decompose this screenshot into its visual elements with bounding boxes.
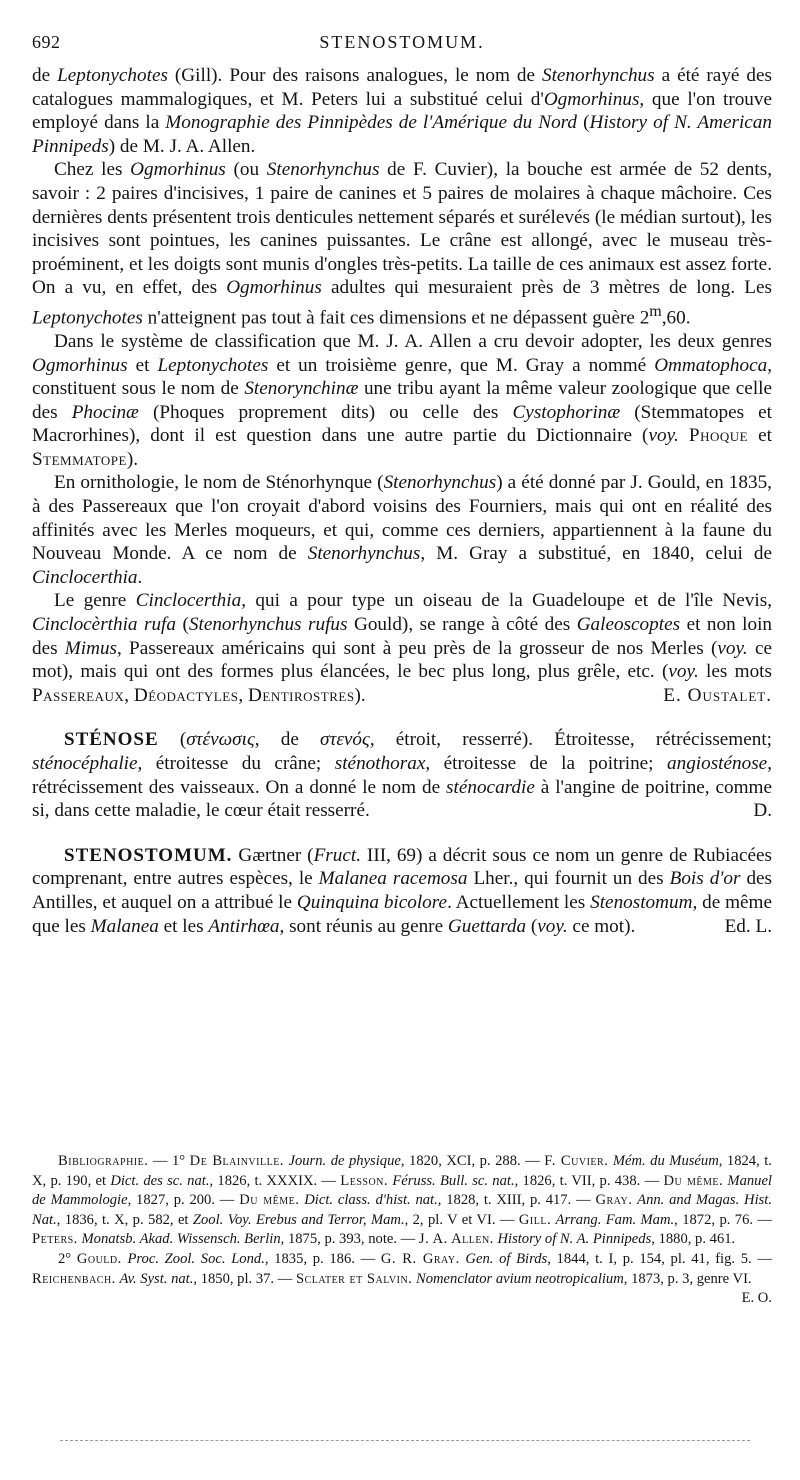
text: n'atteignent pas tout à fait ces dimensions et ne dépassent guère 2 xyxy=(142,307,650,329)
greek-etymon: στενός xyxy=(320,729,370,751)
text: , constituent sous le nom de xyxy=(32,354,772,400)
work-title: Av. Syst. nat. xyxy=(119,1270,194,1287)
text: , de xyxy=(254,729,321,751)
cross-reference: Déodactyles xyxy=(133,684,239,706)
bibliography-birds xyxy=(32,1250,772,1307)
italic-term: Guettarda xyxy=(447,915,527,937)
work-title: Manuel de Mammologie xyxy=(32,1172,772,1209)
bibliography-mammals xyxy=(32,1152,772,1250)
work-title: Féruss. Bull. sc. nat. xyxy=(392,1172,515,1189)
superscript: m xyxy=(649,302,662,320)
text: , étroit, resserré). Étroitesse, rétrécissement; xyxy=(369,729,772,751)
author-name: F. Cuvier. xyxy=(544,1153,609,1169)
text: , 1873, p. 3, genre VI. xyxy=(623,1270,752,1287)
work-title: History of N. A. Pinnipeds xyxy=(497,1231,652,1248)
text: Dans le système de classification que M. J. A. Allen a cru devoir adopter, les deux genres xyxy=(54,330,772,352)
italic-term: Antirhœa xyxy=(208,915,280,937)
paragraph-ornithology xyxy=(32,471,772,589)
text: une tribu ayant la même valeur zoologique que celle des xyxy=(32,378,772,423)
text: adultes qui mesuraient près de 3 mètres de long. Les xyxy=(321,277,772,299)
text: Le genre xyxy=(54,590,136,612)
work-title: Proc. Zool. Soc. Lond. xyxy=(127,1250,265,1267)
work-title: Nomenclator avium neotropicalium xyxy=(415,1270,624,1287)
author-name: Du même. xyxy=(663,1172,724,1189)
italic-term: Cystophorinæ xyxy=(512,401,621,423)
text: , xyxy=(238,684,249,706)
text: , 1836, t. X, p. 582, et xyxy=(56,1211,193,1228)
text: et xyxy=(748,425,772,447)
bibliography xyxy=(32,1152,772,1309)
author-name: Sclater et Salvin. xyxy=(295,1270,413,1287)
italic-title: History of N. American Pinnipeds xyxy=(32,112,772,157)
text: , sont réunis au genre xyxy=(279,915,448,937)
text: , 1835, p. 186. — xyxy=(264,1250,381,1267)
text: , M. Gray a substitué, en 1840, celui de xyxy=(420,543,772,565)
text: , 1826, t. XXXIX. — xyxy=(209,1172,341,1189)
text: ( xyxy=(158,729,187,751)
author-name: Gould. xyxy=(76,1250,122,1267)
text: ) a été donné par J. Gould, en 1835, à des Passereaux que l'on croyait d'abord voisins des Fourniers, mais qui ont en réalité des affinités avec les Merles moqueurs, et qui, comme ces derniers, appartiennent à la faune du Nouveau Monde. A ce nom de xyxy=(32,472,772,565)
text: et xyxy=(127,354,158,376)
text: , étroitesse de la poitrine; xyxy=(425,753,667,775)
italic-term: Ogmorhinus xyxy=(543,88,640,110)
text: , 1820, XCI, p. 288. — xyxy=(400,1153,545,1169)
running-head: STENOSTOMUM. xyxy=(319,32,485,52)
italic-term: Phocinæ xyxy=(71,401,139,423)
text: ). xyxy=(354,684,366,706)
text: ce mot), mais qui ont des formes plus élancées, le bec plus long, plus grêle, etc. ( xyxy=(32,637,772,683)
text: et les xyxy=(158,915,209,937)
text: — 1° xyxy=(148,1153,190,1169)
text: , 2, pl. V et VI. — xyxy=(404,1211,519,1228)
italic-term: angiosténose xyxy=(667,753,768,775)
author-signature: D. xyxy=(753,800,772,822)
author-name: G. R. Gray. xyxy=(380,1250,460,1267)
text: (Stemmatopes et Macrorhines), dont il est question dans une autre partie du Dictionnaire ( xyxy=(32,401,773,447)
italic-term: Stenorhynchus xyxy=(307,543,421,565)
work-title: Journ. de physique xyxy=(288,1153,401,1169)
text: ( xyxy=(526,915,538,937)
italic-term: Cinclocèrthia rufa xyxy=(32,614,176,636)
text: , 1850, pl. 37. — xyxy=(193,1270,296,1287)
text: En ornithologie, le nom de Sténorhynque ( xyxy=(54,472,384,494)
text: de xyxy=(32,65,58,86)
italic-term: Malanea racemosa xyxy=(318,868,468,890)
italic-term: sténocardie xyxy=(446,776,535,798)
entry-headword: STENOSTOMUM. xyxy=(64,844,233,866)
text: , qui a pour type un oiseau de la Guadeloupe et de l'île Nevis, xyxy=(241,590,772,612)
work-title: Dict. class. d'hist. nat. xyxy=(304,1192,438,1209)
italic-term: Leptonychotes xyxy=(32,307,143,329)
paragraph-cinclocerthia xyxy=(32,589,772,707)
entry-headword: STÉNOSE xyxy=(64,729,159,751)
italic-term: Bois d'or xyxy=(669,868,741,890)
author-name: Du même. xyxy=(239,1192,300,1209)
italic-term: Cinclocerthia xyxy=(32,566,138,588)
text: , 1844, t. I, p. 154, pl. 41, fig. 5. — xyxy=(547,1250,772,1267)
author-name: De Blainville. xyxy=(189,1153,284,1169)
author-signature: Ed. L. xyxy=(724,915,772,937)
text: ,60. xyxy=(661,307,691,329)
author-name: Reichenbach. xyxy=(32,1270,116,1287)
text: de F. Cuvier), la bouche est armée de 52 dents, savoir : 2 paires d'incisives, 1 paire de canines et 5 paires de molaires à chaque mâchoire. Ces dernières dents présentent trois denticules nettement séparés et surélevés (le médian surtout), les incisives sont pointues, les canines puissantes. Le crâne est allongé, avec le museau très-proéminent, et les doigts sont munis d'ongles très-petits. La taille de ces animaux est assez forte. On a vu, en effet, des xyxy=(32,159,772,299)
text: les mots xyxy=(698,661,772,683)
text: . Actuellement les xyxy=(447,891,591,913)
text: , Passereaux américains qui sont à peu près de la grosseur de nos Merles ( xyxy=(117,637,718,659)
text: 2° xyxy=(58,1250,77,1267)
text: et non loin des xyxy=(32,614,773,659)
text: Gærtner ( xyxy=(232,844,314,866)
italic-term: Stenorhynchus xyxy=(383,472,497,494)
text: , rétrécissement des vaisseaux. On a donné le nom de xyxy=(32,753,772,798)
paragraph-classification xyxy=(32,330,772,472)
italic-term: Leptonychotes xyxy=(57,65,168,86)
author-name: Lesson. xyxy=(340,1172,389,1189)
text: (ou xyxy=(225,159,267,181)
work-title: Monatsb. Akad. Wissensch. Berlin xyxy=(81,1231,281,1248)
text: (Phoques proprement dits) ou celle des xyxy=(138,401,513,423)
text: a été rayé des catalogues mammalogiques, et M. Peters lui a substitué celui d' xyxy=(32,65,772,110)
text: , étroitesse du crâne; xyxy=(137,753,335,775)
page-number: 692 xyxy=(32,32,61,52)
entry-stenostomum xyxy=(32,844,772,938)
cross-reference: Passereaux xyxy=(32,684,125,706)
page-header xyxy=(32,32,772,58)
text: , que l'on trouve employé dans la xyxy=(32,88,773,134)
text: Gould), se range à côté des xyxy=(347,614,577,636)
bottom-rule xyxy=(60,1440,750,1441)
work-title: Mém. du Muséum xyxy=(612,1153,719,1169)
italic-term: sténocéphalie xyxy=(32,753,138,775)
text: , xyxy=(124,684,134,706)
cross-reference: Stemmatope xyxy=(32,448,127,470)
text: Chez les xyxy=(54,159,131,181)
italic-term: voy. xyxy=(717,637,748,659)
text: , 1875, p. 393, note. — xyxy=(280,1231,419,1248)
text: ( xyxy=(577,112,590,134)
text: , 1826, t. VII, p. 438. — xyxy=(514,1172,664,1189)
author-signature: E. Oustalet. xyxy=(663,684,772,706)
italic-term: Ommatophoca xyxy=(654,354,768,376)
work-title: Zool. Voy. Erebus and Terror, Mam. xyxy=(192,1211,405,1228)
text: , de même que les xyxy=(32,891,773,937)
text: à l'angine de poitrine, comme si, dans cette maladie, le cœur était resserré. xyxy=(32,776,773,822)
work-title: Gen. of Birds xyxy=(465,1250,548,1267)
work-title: Arrang. Fam. Mam. xyxy=(555,1211,675,1228)
italic-term: Cinclocerthia xyxy=(135,590,242,612)
bibliography-label: Bibliographie. xyxy=(58,1153,149,1169)
italic-term: Malanea xyxy=(90,915,159,937)
italic-term: Stenorhynchus xyxy=(541,65,655,86)
article-body xyxy=(32,64,772,938)
cross-reference: Phoque xyxy=(688,425,749,447)
text: Lher., qui fournit un des xyxy=(467,868,670,890)
author-name: Peters. xyxy=(32,1231,78,1248)
work-title: Dict. des sc. nat. xyxy=(110,1172,210,1189)
italic-term: Galeoscoptes xyxy=(576,614,681,636)
italic-term: voy. xyxy=(648,425,679,447)
italic-term: voy. xyxy=(537,915,568,937)
author-name: Gray. xyxy=(595,1192,633,1209)
italic-term: Ogmorhinus xyxy=(32,354,128,376)
greek-etymon: στένωσις xyxy=(186,729,255,751)
paragraph-ogmorhinus-teeth xyxy=(32,158,772,330)
text: (Gill). Pour des raisons analogues, le nom de xyxy=(167,65,542,86)
text: des Antilles, et auquel on a attribué le xyxy=(32,868,773,913)
italic-term: Stenorynchinæ xyxy=(244,378,359,400)
italic-term: Stenorhynchus rufus xyxy=(188,614,348,636)
text: . xyxy=(137,566,143,588)
text: , 1827, p. 200. — xyxy=(127,1192,240,1209)
entry-stenose xyxy=(32,728,772,822)
paragraph-leptonychotes xyxy=(32,64,772,158)
text: , 1828, t. XIII, p. 417. — xyxy=(437,1192,596,1209)
text: ( xyxy=(176,614,189,636)
italic-title: Monographie des Pinnipèdes de l'Amérique du Nord xyxy=(165,112,578,134)
italic-term: voy. xyxy=(668,661,699,683)
text: ). xyxy=(126,448,139,470)
text: , 1880, p. 461. xyxy=(651,1231,736,1248)
text: ) de M. J. A. Allen. xyxy=(108,135,256,157)
author-name: J. A. Allen. xyxy=(418,1231,494,1248)
italic-term: Mimus xyxy=(64,637,118,659)
italic-term: Fruct. xyxy=(313,844,361,866)
work-title: Ann. and Magas. Hist. Nat. xyxy=(32,1192,772,1228)
author-name: Gill. xyxy=(518,1211,552,1228)
text: , 1824, t. X, p. 190, et xyxy=(32,1153,772,1189)
italic-term: Ogmorhinus xyxy=(226,277,322,299)
italic-term: Ogmorhinus xyxy=(130,159,226,181)
text xyxy=(679,425,689,446)
text: ce mot). xyxy=(567,915,636,937)
author-signature: E. O. xyxy=(741,1290,772,1307)
italic-term: sténothorax xyxy=(334,753,426,775)
text: III, 69) a décrit sous ce nom un genre de Rubiacées comprenant, entre autres espèces, le xyxy=(32,844,772,890)
italic-term: Stenorhynchus xyxy=(266,159,380,181)
cross-reference: Dentirostres xyxy=(248,684,355,706)
italic-term: Stenostomum xyxy=(590,891,693,913)
italic-term: Leptonychotes xyxy=(157,354,269,376)
text: et un troisième genre, que M. Gray a nommé xyxy=(268,354,655,376)
text: , 1872, p. 76. — xyxy=(674,1211,773,1228)
italic-term: Quinquina bicolore xyxy=(296,891,448,913)
